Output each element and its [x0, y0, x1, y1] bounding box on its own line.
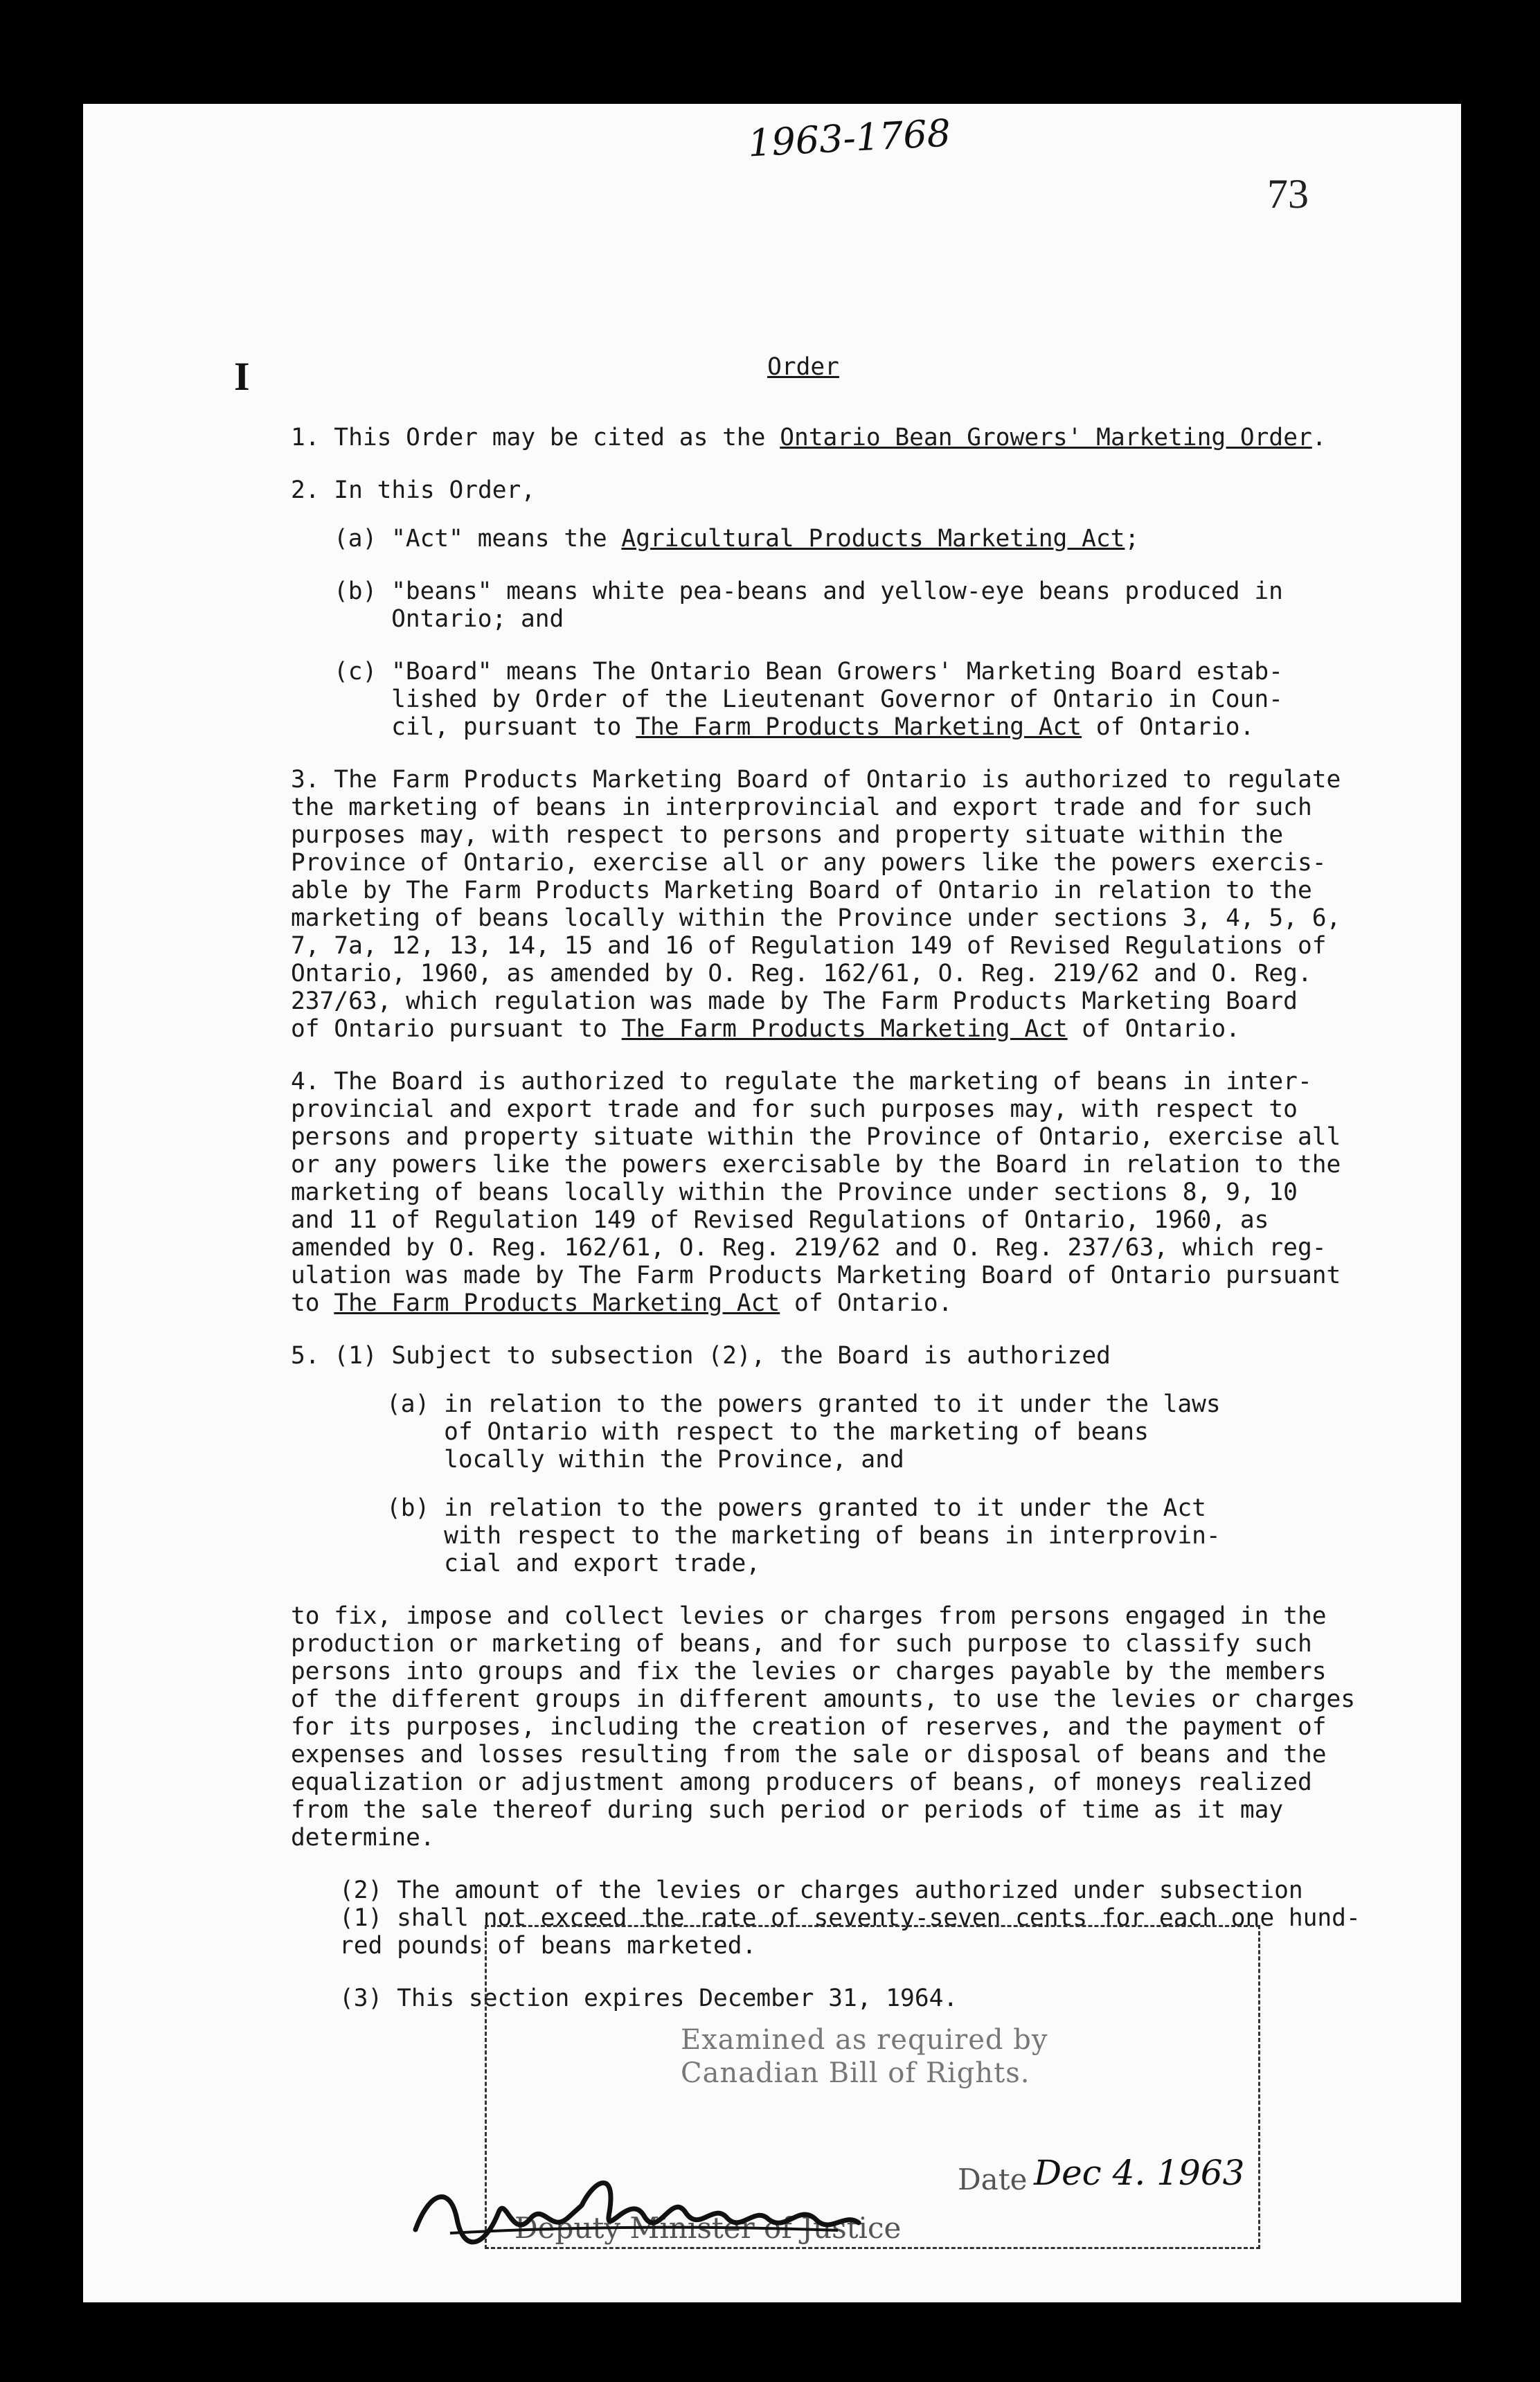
section-3: 3. The Farm Products Marketing Board of Ontario is authorized to regulate the marketing of beans in interprovincial and export trade and for such purposes may, with respect to persons and property situate within the Province of Ontario, exercise all or any powers like the powers exercis- able by The Farm Products Marketing Board of Ontario in relation to the marketing of beans locally within the Province under sections 3, 4, 5, 6, 7, 7a, 12, 13, 14, 15 and 16 of Regulation 149 of Revised Regulations of Ontario, 1960, as amended by O. Reg. 162/61, O. Reg. 219/62 and O. Reg. 237/63, which regulation was made by The Farm Products Marketing Board of Ontario pursuant to The Farm Products Marketing Act of Ontario.	[291, 766, 1341, 1043]
stamp-signatory-title: Deputy Minister of Justice	[514, 2211, 902, 2245]
document-page	[83, 104, 1461, 2302]
stamp-date-label: Date	[958, 2162, 1028, 2196]
section-4: 4. The Board is authorized to regulate the marketing of beans in inter- provincial and export trade and for such purposes may, with respect to persons and property situate within the Province of Ontario, exercise all or any powers like the powers exercisable by the Board in relation to the marketing of beans locally within the Province under sections 8, 9, 10 and 11 of Regulation 149 of Revised Regulations of Ontario, 1960, as amended by O. Reg. 162/61, O. Reg. 219/62 and O. Reg. 237/63, which reg- ulation was made by The Farm Products Marketing Board of Ontario pursuant to The Farm Products Marketing Act of Ontario.	[291, 1068, 1341, 1317]
handwritten-reference: 1963-1768	[746, 111, 952, 165]
section-2-a: (a) "Act" means the Agricultural Products Marketing Act;	[334, 525, 1140, 553]
section-1: 1. This Order may be cited as the Ontario Bean Growers' Marketing Order.	[291, 424, 1327, 451]
section-5-sub2: (2) The amount of the levies or charges authorized under subsection (1) shall not exceed the rate of seventy-seven cents for each one hund- red pounds of beans marketed.	[339, 1877, 1361, 1960]
section-5-body: to fix, impose and collect levies or charges from persons engaged in the production or marketing of beans, and for such purpose to classify such persons into groups and fix the levies or charges payable by the members of the different groups in different amounts, to use the levies or charges for its purposes, including the creation of reserves, and the payment of expenses and losses resulting from the sale or disposal of beans and the equalization or adjustment among producers of beans, of moneys realized from the sale thereof during such period or periods of time as it may determine.	[291, 1602, 1356, 1852]
order-name: Ontario Bean Growers' Marketing Order	[780, 424, 1312, 451]
section-5-intro: 5. (1) Subject to subsection (2), the Board is authorized	[291, 1342, 1111, 1370]
margin-mark: I	[234, 354, 250, 399]
order-text	[291, 353, 1426, 2037]
section-5-b: (b) in relation to the powers granted to it under the Act with respect to the marketing of beans in interprovin- cial and export trade,	[386, 1494, 1221, 1577]
signature-icon	[409, 2164, 935, 2268]
section-5-a: (a) in relation to the powers granted to it under the laws of Ontario with respect to the marketing of beans locally within the Province, and	[386, 1390, 1221, 1474]
order-title: Order	[767, 353, 839, 381]
stamp-text-line1: Examined as required by	[681, 2024, 1048, 2056]
page-number: 73	[1267, 171, 1309, 217]
section-5-sub3: (3) This section expires December 31, 1964.	[339, 1985, 958, 2012]
section-2-intro: 2. In this Order,	[291, 476, 536, 504]
section-2-c: (c) "Board" means The Ontario Bean Growers' Marketing Board estab- lished by Order of the Lieutenant Governor of Ontario in Coun- cil, pursuant to The Farm Products Marketing Act of Ontario.	[334, 658, 1283, 741]
stamp-date-handwritten: Dec 4. 1963	[1034, 2153, 1245, 2193]
section-2-b: (b) "beans" means white pea-beans and yellow-eye beans produced in Ontario; and	[334, 577, 1283, 633]
stamp-text-line2: Canadian Bill of Rights.	[681, 2057, 1030, 2089]
